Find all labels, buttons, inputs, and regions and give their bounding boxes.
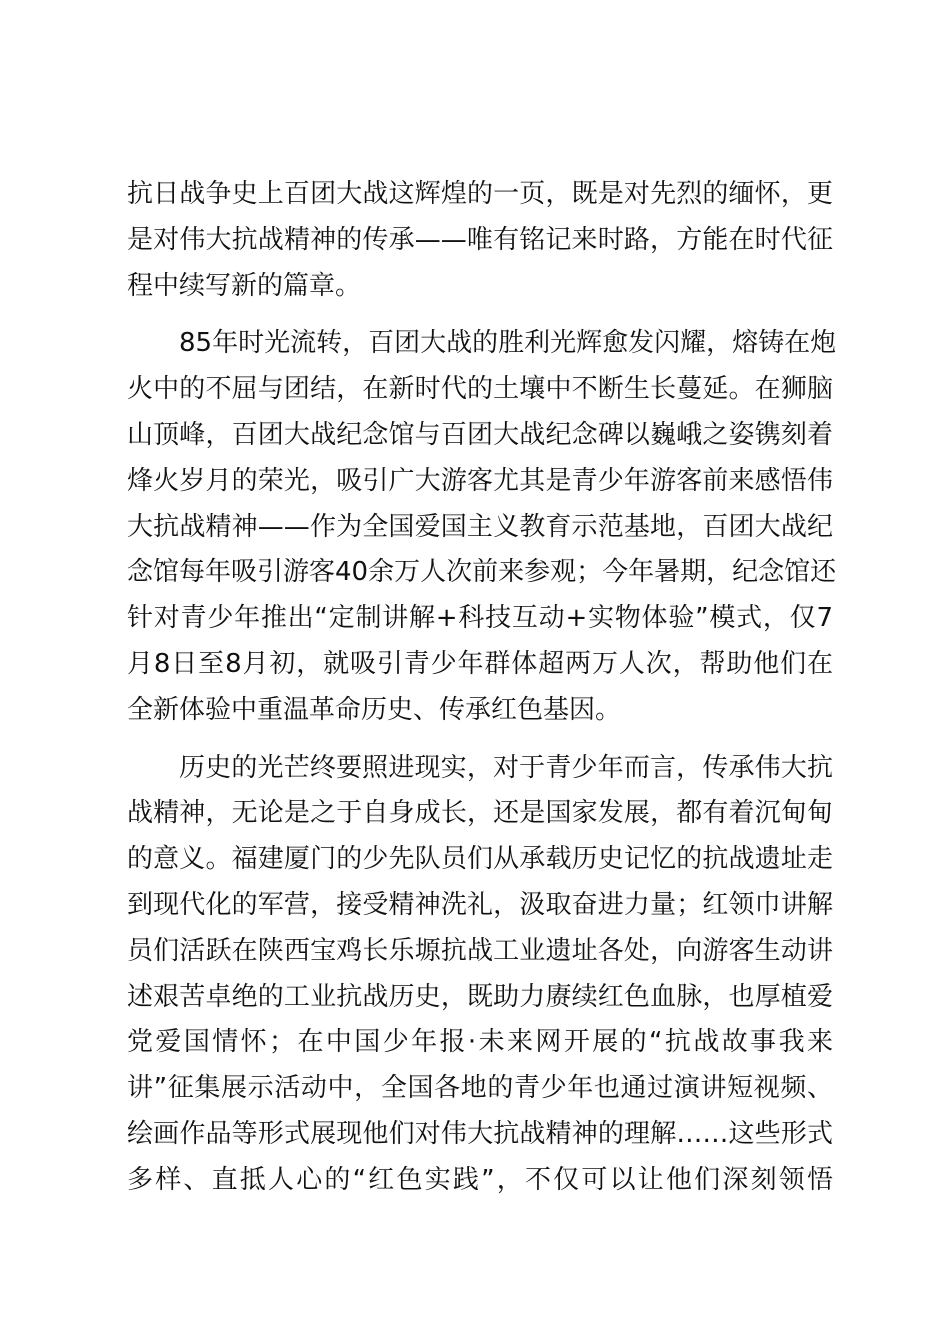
text-line: 多样、直抵人心的“红色实践”，不仅可以让他们深刻领悟 <box>127 1164 833 1195</box>
text-line: 抗日战争史上百团大战这辉煌的一页，既是对先烈的缅怀，更 <box>127 179 833 209</box>
text-line: 绘画作品等形式展现他们对伟大抗战精神的理解……这些形式 <box>127 1118 833 1149</box>
paragraph-2 <box>127 321 837 733</box>
text-line: 战精神，无论是之于自身成长，还是国家发展，都有着沉甸甸 <box>127 798 833 829</box>
text-line: 85年时光流转，百团大战的胜利光辉愈发闪耀，熔铸在炮 <box>179 328 837 359</box>
text-line: 到现代化的军营，接受精神洗礼，汲取奋进力量；红领巾讲解 <box>127 889 833 920</box>
text-line: 的意义。福建厦门的少先队员们从承载历史记忆的抗战遗址走 <box>127 844 833 875</box>
text-line: 大抗战精神——作为全国爱国主义教育示范基地，百团大战纪 <box>127 511 833 542</box>
body-text <box>127 172 837 1204</box>
text-line: 针对青少年推出“定制讲解+科技互动+实物体验”模式，仅7 <box>127 603 833 634</box>
text-line: 述艰苦卓绝的工业抗战历史，既助力赓续红色血脉，也厚植爱 <box>127 981 833 1012</box>
text-line: 烽火岁月的荣光，吸引广大游客尤其是青少年游客前来感悟伟 <box>127 465 833 496</box>
paragraph-3 <box>127 746 833 1204</box>
paragraph-1 <box>127 172 833 309</box>
text-line: 月8日至8月初，就吸引青少年群体超两万人次，帮助他们在 <box>127 648 833 679</box>
text-line: 山顶峰，百团大战纪念馆与百团大战纪念碑以巍峨之姿镌刻着 <box>127 419 833 450</box>
text-line: 党爱国情怀；在中国少年报·未来网开展的“抗战故事我来 <box>127 1027 833 1058</box>
text-line: 程中续写新的篇章。 <box>127 270 362 301</box>
text-line: 历史的光芒终要照进现实，对于青少年而言，传承伟大抗 <box>179 752 833 783</box>
text-line: 全新体验中重温革命历史、传承红色基因。 <box>127 694 622 725</box>
text-line: 员们活跃在陕西宝鸡长乐塬抗战工业遗址各处，向游客生动讲 <box>127 935 833 966</box>
text-line: 念馆每年吸引游客40余万人次前来参观；今年暑期，纪念馆还 <box>127 557 837 588</box>
text-line: 讲”征集展示活动中，全国各地的青少年也通过演讲短视频、 <box>127 1073 833 1104</box>
text-line: 是对伟大抗战精神的传承——唯有铭记来时路，方能在时代征 <box>127 224 833 255</box>
text-line: 火中的不屈与团结，在新时代的土壤中不断生长蔓延。在狮脑 <box>127 374 833 405</box>
